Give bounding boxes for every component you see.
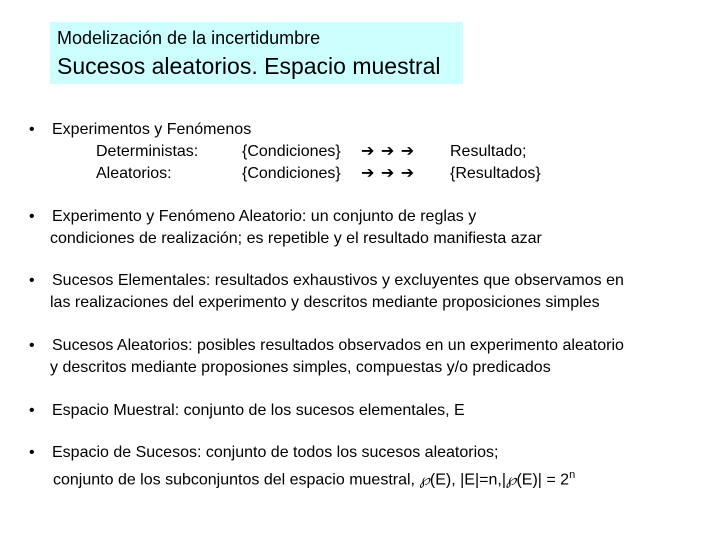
row-result: {Resultados} <box>450 165 541 182</box>
item-text: Experimentos y Fenómenos <box>52 121 252 138</box>
row-result: Resultado; <box>450 143 527 160</box>
arrows-icon: ➔ ➔ ➔ <box>361 143 416 160</box>
line2-part-b: (E), |E|=n,| <box>429 471 506 489</box>
bullet: • <box>29 121 35 138</box>
slide-title: Sucesos aleatorios. Espacio muestral <box>57 53 441 79</box>
line2-part-c: (E)| = 2 <box>516 471 570 489</box>
row-condition: {Condiciones} <box>242 143 341 160</box>
item-text-line1: Espacio Muestral: conjunto de los sucesos elementales, E <box>52 402 465 419</box>
bullet: • <box>29 444 35 461</box>
bullet: • <box>29 337 35 354</box>
item-text-line2: condiciones de realización; es repetible y el resultado manifiesta azar <box>50 230 542 247</box>
item-text-line2 <box>53 464 575 491</box>
row-label: Deterministas: <box>96 143 199 160</box>
title-box <box>50 22 463 84</box>
power-set-icon: ℘ <box>505 470 517 489</box>
slide-subtitle: Modelización de la incertidumbre <box>57 28 321 48</box>
bullet: • <box>29 402 35 419</box>
item-text-line1: Espacio de Sucesos: conjunto de todos los sucesos aleatorios; <box>52 444 499 461</box>
row-condition: {Condiciones} <box>242 165 341 182</box>
exponent: n <box>569 469 576 481</box>
bullet: • <box>29 208 35 225</box>
bullet: • <box>29 272 35 289</box>
row-label: Aleatorios: <box>96 165 172 182</box>
item-text-line1: Sucesos Elementales: resultados exhaustivos y excluyentes que observamos en <box>52 272 624 289</box>
line2-part-a: conjunto de los subconjuntos del espacio muestral, <box>53 471 420 489</box>
power-set-icon: ℘ <box>419 470 430 489</box>
item-text-line1: Experimento y Fenómeno Aleatorio: un conjunto de reglas y <box>52 208 477 225</box>
item-text-line2: y descritos mediante proposiones simples, compuestas y/o predicados <box>50 359 551 376</box>
arrows-icon: ➔ ➔ ➔ <box>361 165 416 182</box>
item-text-line2: las realizaciones del experimento y descritos mediante proposiciones simples <box>50 294 600 311</box>
item-text-line1: Sucesos Aleatorios: posibles resultados observados en un experimento aleatorio <box>52 337 624 354</box>
